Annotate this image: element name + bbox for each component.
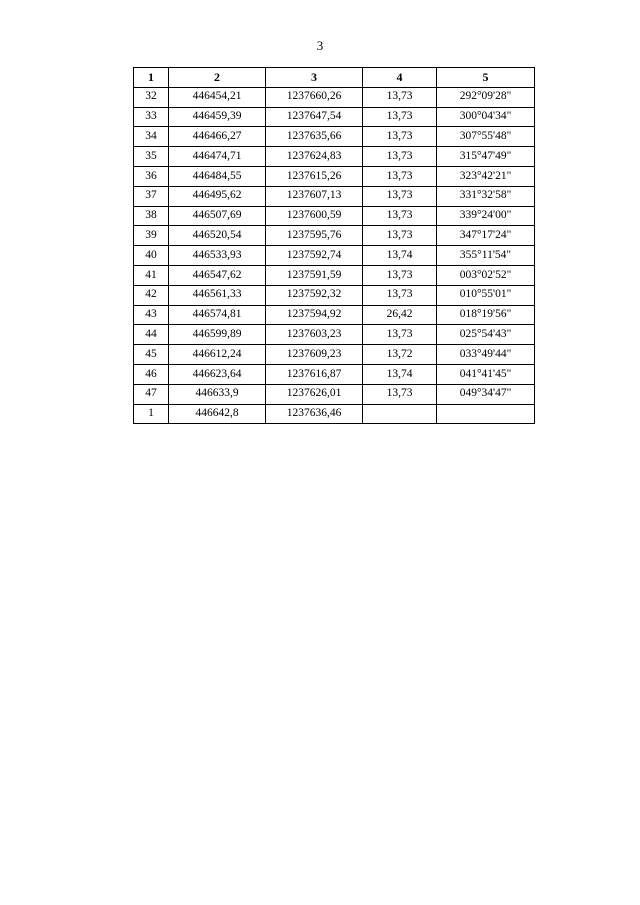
x-coordinate-cell: 446507,69: [169, 206, 266, 226]
point-cell: 43: [134, 305, 169, 325]
point-cell: 47: [134, 384, 169, 404]
y-coordinate-cell: 1237615,26: [266, 166, 363, 186]
table-row: [134, 206, 535, 226]
y-coordinate-cell: 1237607,13: [266, 186, 363, 206]
distance-cell: 13,73: [363, 127, 437, 147]
table-row: [134, 404, 535, 424]
distance-cell: 13,73: [363, 147, 437, 167]
table-row: [134, 246, 535, 266]
x-coordinate-cell: 446474,71: [169, 147, 266, 167]
distance-cell: 13,73: [363, 285, 437, 305]
x-coordinate-cell: 446533,93: [169, 246, 266, 266]
bearing-cell: [437, 404, 535, 424]
bearing-cell: 323°42'21": [437, 166, 535, 186]
point-cell: 38: [134, 206, 169, 226]
x-coordinate-cell: 446466,27: [169, 127, 266, 147]
bearing-cell: 347°17'24": [437, 226, 535, 246]
point-cell: 32: [134, 87, 169, 107]
point-cell: 46: [134, 364, 169, 384]
column-header-x: 2: [169, 68, 266, 88]
x-coordinate-cell: 446484,55: [169, 166, 266, 186]
point-cell: 44: [134, 325, 169, 345]
table-row: [134, 87, 535, 107]
bearing-cell: 315°47'49": [437, 147, 535, 167]
point-cell: 39: [134, 226, 169, 246]
table-row: [134, 226, 535, 246]
table-row: [134, 107, 535, 127]
x-coordinate-cell: 446623,64: [169, 364, 266, 384]
point-cell: 1: [134, 404, 169, 424]
bearing-cell: 339°24'00": [437, 206, 535, 226]
x-coordinate-cell: 446454,21: [169, 87, 266, 107]
table-row: [134, 345, 535, 365]
column-header-bearing: 5: [437, 68, 535, 88]
column-header-point: 1: [134, 68, 169, 88]
x-coordinate-cell: 446599,89: [169, 325, 266, 345]
distance-cell: 26,42: [363, 305, 437, 325]
point-cell: 41: [134, 265, 169, 285]
distance-cell: 13,73: [363, 325, 437, 345]
x-coordinate-cell: 446495,62: [169, 186, 266, 206]
bearing-cell: 331°32'58": [437, 186, 535, 206]
distance-cell: 13,73: [363, 226, 437, 246]
point-cell: 35: [134, 147, 169, 167]
x-coordinate-cell: 446561,33: [169, 285, 266, 305]
distance-cell: 13,73: [363, 166, 437, 186]
table-row: [134, 384, 535, 404]
table-row: [134, 127, 535, 147]
column-header-distance: 4: [363, 68, 437, 88]
y-coordinate-cell: 1237600,59: [266, 206, 363, 226]
x-coordinate-cell: 446612,24: [169, 345, 266, 365]
bearing-cell: 010°55'01": [437, 285, 535, 305]
bearing-cell: 003°02'52": [437, 265, 535, 285]
point-cell: 42: [134, 285, 169, 305]
x-coordinate-cell: 446574,81: [169, 305, 266, 325]
table-body: [134, 87, 535, 424]
y-coordinate-cell: 1237591,59: [266, 265, 363, 285]
x-coordinate-cell: 446642,8: [169, 404, 266, 424]
point-cell: 45: [134, 345, 169, 365]
distance-cell: [363, 404, 437, 424]
y-coordinate-cell: 1237616,87: [266, 364, 363, 384]
y-coordinate-cell: 1237660,26: [266, 87, 363, 107]
distance-cell: 13,74: [363, 364, 437, 384]
point-cell: 36: [134, 166, 169, 186]
table-row: [134, 305, 535, 325]
y-coordinate-cell: 1237594,92: [266, 305, 363, 325]
bearing-cell: 355°11'54": [437, 246, 535, 266]
y-coordinate-cell: 1237647,54: [266, 107, 363, 127]
bearing-cell: 025°54'43": [437, 325, 535, 345]
x-coordinate-cell: 446459,39: [169, 107, 266, 127]
bearing-cell: 300°04'34": [437, 107, 535, 127]
y-coordinate-cell: 1237626,01: [266, 384, 363, 404]
distance-cell: 13,73: [363, 87, 437, 107]
distance-cell: 13,73: [363, 206, 437, 226]
bearing-cell: 292°09'28": [437, 87, 535, 107]
point-cell: 34: [134, 127, 169, 147]
table-row: [134, 186, 535, 206]
table-row: [134, 166, 535, 186]
point-cell: 33: [134, 107, 169, 127]
table-row: [134, 364, 535, 384]
y-coordinate-cell: 1237595,76: [266, 226, 363, 246]
distance-cell: 13,73: [363, 384, 437, 404]
bearing-cell: 307°55'48": [437, 127, 535, 147]
distance-cell: 13,72: [363, 345, 437, 365]
bearing-cell: 018°19'56": [437, 305, 535, 325]
x-coordinate-cell: 446633,9: [169, 384, 266, 404]
page-number: 3: [316, 38, 324, 53]
y-coordinate-cell: 1237609,23: [266, 345, 363, 365]
y-coordinate-cell: 1237636,46: [266, 404, 363, 424]
y-coordinate-cell: 1237592,32: [266, 285, 363, 305]
coordinates-table: [133, 67, 535, 424]
bearing-cell: 033°49'44": [437, 345, 535, 365]
column-header-y: 3: [266, 68, 363, 88]
distance-cell: 13,73: [363, 265, 437, 285]
distance-cell: 13,73: [363, 186, 437, 206]
y-coordinate-cell: 1237624,83: [266, 147, 363, 167]
table-row: [134, 325, 535, 345]
x-coordinate-cell: 446547,62: [169, 265, 266, 285]
y-coordinate-cell: 1237635,66: [266, 127, 363, 147]
point-cell: 37: [134, 186, 169, 206]
bearing-cell: 049°34'47": [437, 384, 535, 404]
table-header-row: [134, 68, 535, 88]
x-coordinate-cell: 446520,54: [169, 226, 266, 246]
table-row: [134, 265, 535, 285]
bearing-cell: 041°41'45": [437, 364, 535, 384]
y-coordinate-cell: 1237603,23: [266, 325, 363, 345]
y-coordinate-cell: 1237592,74: [266, 246, 363, 266]
distance-cell: 13,74: [363, 246, 437, 266]
point-cell: 40: [134, 246, 169, 266]
distance-cell: 13,73: [363, 107, 437, 127]
table-row: [134, 147, 535, 167]
table-row: [134, 285, 535, 305]
